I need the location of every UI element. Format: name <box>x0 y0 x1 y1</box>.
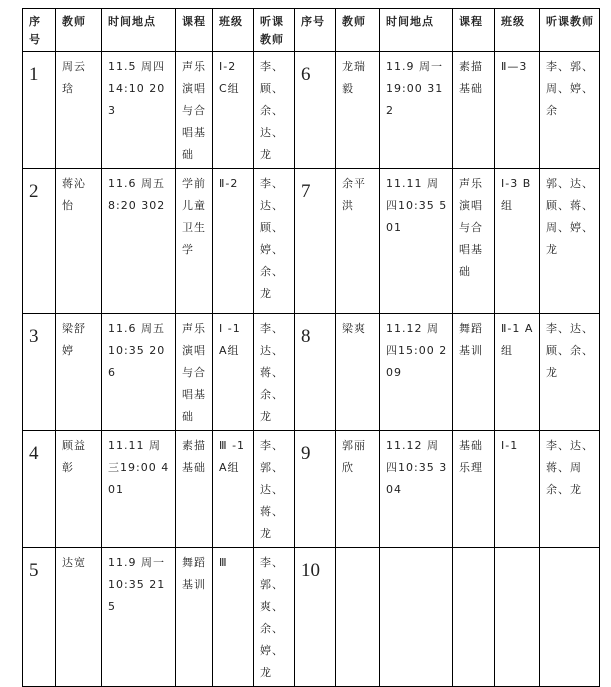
time-place-cell: 11.5 周四14:10 203 <box>102 52 176 169</box>
row-number: 3 <box>23 314 56 431</box>
header-class: 班级 <box>213 9 254 52</box>
observers-cell: 李、达、蒋、余、龙 <box>254 314 295 431</box>
table-row <box>23 431 600 548</box>
lesson-observation-table <box>22 8 600 687</box>
class-cell <box>495 548 540 687</box>
table-row <box>23 169 600 314</box>
observers-cell: 郭、达、顾、蒋、周、婷、龙 <box>540 169 600 314</box>
header-class: 班级 <box>495 9 540 52</box>
observers-cell: 李、达、顾、余、龙 <box>540 314 600 431</box>
row-number: 7 <box>295 169 336 314</box>
class-cell: Ⅰ-1 <box>495 431 540 548</box>
header-time-place: 时间地点 <box>380 9 453 52</box>
teacher-cell: 郭丽欣 <box>336 431 380 548</box>
header-no: 序号 <box>295 9 336 52</box>
teacher-cell: 顾益彰 <box>56 431 102 548</box>
course-cell: 声乐演唱与合唱基础 <box>453 169 495 314</box>
header-observers: 听课教师 <box>540 9 600 52</box>
time-place-cell: 11.9 周一19:00 312 <box>380 52 453 169</box>
teacher-cell: 龙瑞毅 <box>336 52 380 169</box>
table-row <box>23 548 600 687</box>
header-teacher: 教师 <box>56 9 102 52</box>
teacher-cell: 梁爽 <box>336 314 380 431</box>
course-cell: 素描基础 <box>453 52 495 169</box>
observers-cell: 李、郭、达、蒋、龙 <box>254 431 295 548</box>
observers-cell: 李、达、顾、婷、余、龙 <box>254 169 295 314</box>
header-course: 课程 <box>453 9 495 52</box>
observers-cell: 李、顾、余、达、龙 <box>254 52 295 169</box>
time-place-cell: 11.12 周四15:00 209 <box>380 314 453 431</box>
class-cell: Ⅱ—3 <box>495 52 540 169</box>
teacher-cell: 梁舒婷 <box>56 314 102 431</box>
class-cell: Ⅰ-2 C组 <box>213 52 254 169</box>
header-no: 序号 <box>23 9 56 52</box>
class-cell: Ⅲ <box>213 548 254 687</box>
time-place-cell <box>380 548 453 687</box>
course-cell: 基础乐理 <box>453 431 495 548</box>
time-place-cell: 11.9 周一10:35 215 <box>102 548 176 687</box>
header-teacher: 教师 <box>336 9 380 52</box>
row-number: 4 <box>23 431 56 548</box>
time-place-cell: 11.6 周五8:20 302 <box>102 169 176 314</box>
teacher-cell: 周云琀 <box>56 52 102 169</box>
row-number: 8 <box>295 314 336 431</box>
class-cell: Ⅱ-1 A组 <box>495 314 540 431</box>
teacher-cell: 达宽 <box>56 548 102 687</box>
row-number: 10 <box>295 548 336 687</box>
row-number: 1 <box>23 52 56 169</box>
time-place-cell: 11.6 周五10:35 206 <box>102 314 176 431</box>
course-cell: 舞蹈基训 <box>176 548 213 687</box>
row-number: 2 <box>23 169 56 314</box>
class-cell: Ⅰ -1A组 <box>213 314 254 431</box>
time-place-cell: 11.11 周四10:35 501 <box>380 169 453 314</box>
class-cell: Ⅲ -1A组 <box>213 431 254 548</box>
course-cell <box>453 548 495 687</box>
course-cell: 声乐演唱与合唱基础 <box>176 314 213 431</box>
course-cell: 舞蹈基训 <box>453 314 495 431</box>
teacher-cell: 蒋沁怡 <box>56 169 102 314</box>
row-number: 6 <box>295 52 336 169</box>
observers-cell <box>540 548 600 687</box>
observers-cell: 李、达、蒋、周余、龙 <box>540 431 600 548</box>
header-course: 课程 <box>176 9 213 52</box>
time-place-cell: 11.12 周四10:35 304 <box>380 431 453 548</box>
teacher-cell <box>336 548 380 687</box>
table-row <box>23 314 600 431</box>
header-row <box>23 9 600 52</box>
class-cell: Ⅱ-2 <box>213 169 254 314</box>
header-observers: 听课教师 <box>254 9 295 52</box>
class-cell: Ⅰ-3 B组 <box>495 169 540 314</box>
course-cell: 素描基础 <box>176 431 213 548</box>
observers-cell: 李、郭、周、婷、余 <box>540 52 600 169</box>
course-cell: 声乐演唱与合唱基础 <box>176 52 213 169</box>
row-number: 9 <box>295 431 336 548</box>
course-cell: 学前儿童卫生学 <box>176 169 213 314</box>
header-time-place: 时间地点 <box>102 9 176 52</box>
time-place-cell: 11.11 周三19:00 401 <box>102 431 176 548</box>
table-row <box>23 52 600 169</box>
observers-cell: 李、郭、爽、余、婷、龙 <box>254 548 295 687</box>
row-number: 5 <box>23 548 56 687</box>
teacher-cell: 余平洪 <box>336 169 380 314</box>
